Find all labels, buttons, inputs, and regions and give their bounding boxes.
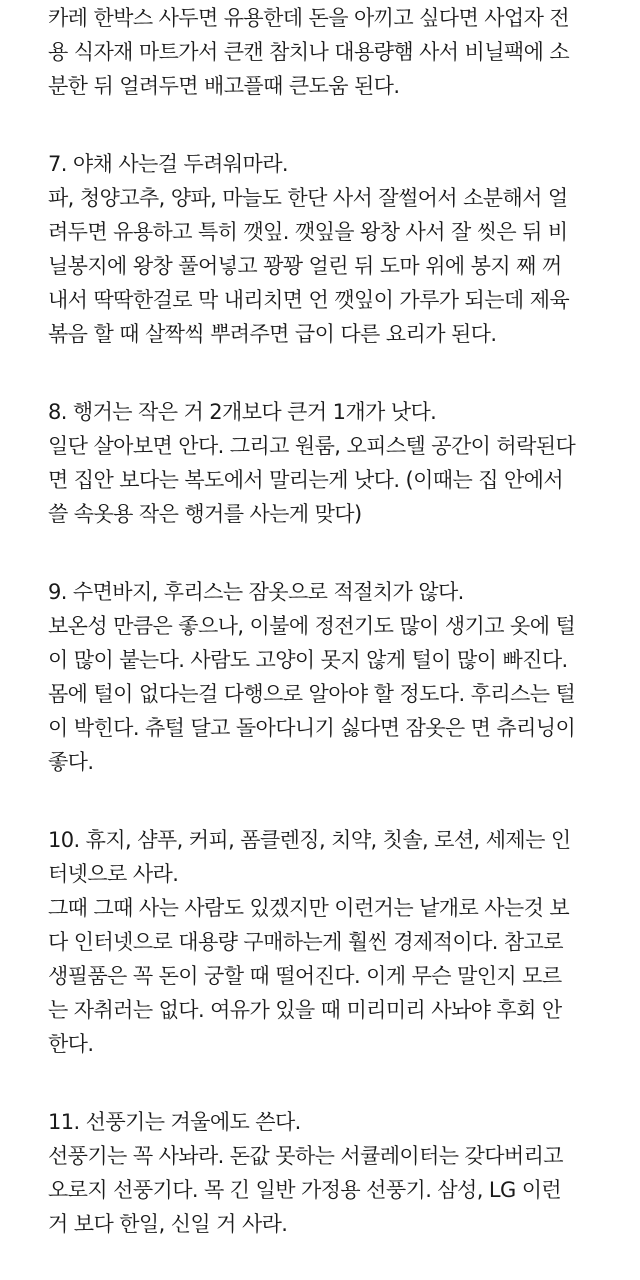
body-line: 선풍기는 꼭 사놔라. 돈값 못하는 서큘레이터는 갖다버리고 — [48, 1144, 563, 1168]
body-line: 좋다. — [48, 750, 94, 774]
tip-11 — [48, 1105, 616, 1241]
body-line: 파, 청양고추, 양파, 마늘도 한단 사서 잘썰어서 소분해서 얼 — [48, 186, 568, 210]
body-line: 카레 한박스 사두면 유용한데 돈을 아끼고 싶다면 사업자 전 — [48, 6, 570, 30]
paragraph-gap — [48, 1061, 616, 1105]
body-line: 터넷으로 사라. — [48, 862, 179, 886]
tip-title: 7. 야채 사는걸 두려워마라. — [48, 152, 288, 176]
body-line: 분한 뒤 얼려두면 배고플때 큰도움 된다. — [48, 74, 400, 98]
paragraph-gap — [48, 531, 616, 575]
tip-10 — [48, 823, 616, 1061]
tip-title: 8. 행거는 작은 거 2개보다 큰거 1개가 낫다. — [48, 400, 437, 424]
body-line: 용 식자재 마트가서 큰캔 참치나 대용량햄 사서 비닐팩에 소 — [48, 40, 570, 64]
body-line: 오로지 선풍기다. 목 긴 일반 가정용 선풍기. 삼성, LG 이런 — [48, 1178, 562, 1202]
body-line: 려두면 유용하고 특히 깻잎. 깻잎을 왕창 사서 잘 씻은 뒤 비 — [48, 220, 568, 244]
tip-title: 10. 휴지, 샴푸, 커피, 폼클렌징, 치약, 칫솔, 로션, 세제는 인 — [48, 828, 571, 852]
body-line: 이 많이 붙는다. 사람도 고양이 못지 않게 털이 많이 빠진다. — [48, 648, 568, 672]
post-body — [48, 0, 616, 1241]
paragraph-gap — [48, 351, 616, 395]
body-line: 그때 그때 사는 사람도 있겠지만 이런거는 낱개로 사는것 보 — [48, 896, 570, 920]
tip-6-continued — [48, 0, 616, 103]
body-line: 내서 딱딱한걸로 막 내리치면 언 깻잎이 가루가 되는데 제육 — [48, 288, 570, 312]
body-line: 이 박힌다. 츄털 달고 돌아다니기 싫다면 잠옷은 면 츄리닝이 — [48, 716, 576, 740]
body-line: 거 보다 한일, 신일 거 사라. — [48, 1212, 288, 1236]
paragraph-gap — [48, 779, 616, 823]
tip-title: 9. 수면바지, 후리스는 잠옷으로 적절치가 않다. — [48, 580, 464, 604]
paragraph-gap — [48, 103, 616, 147]
body-line: 일단 살아보면 안다. 그리고 원룸, 오피스텔 공간이 허락된다 — [48, 434, 576, 458]
body-line: 닐봉지에 왕창 풀어넣고 꽝꽝 얼린 뒤 도마 위에 봉지 째 꺼 — [48, 254, 562, 278]
body-line: 몸에 털이 없다는걸 다행으로 알아야 할 정도다. 후리스는 털 — [48, 682, 576, 706]
body-line: 볶음 할 때 살짝씩 뿌려주면 급이 다른 요리가 된다. — [48, 322, 497, 346]
body-line: 생필품은 꼭 돈이 궁할 때 떨어진다. 이게 무슨 말인지 모르 — [48, 964, 562, 988]
body-line: 한다. — [48, 1032, 94, 1056]
body-line: 쓸 속옷용 작은 행거를 사는게 맞다) — [48, 502, 362, 526]
body-line: 보온성 만큼은 좋으나, 이불에 정전기도 많이 생기고 옷에 털 — [48, 614, 576, 638]
body-line: 다 인터넷으로 대용량 구매하는게 훨씬 경제적이다. 참고로 — [48, 930, 563, 954]
tip-7 — [48, 147, 616, 351]
tip-9 — [48, 575, 616, 779]
tip-title: 11. 선풍기는 겨울에도 쓴다. — [48, 1110, 301, 1134]
body-line: 면 집안 보다는 복도에서 말리는게 낫다. (이때는 집 안에서 — [48, 468, 564, 492]
body-line: 는 자취러는 없다. 여유가 있을 때 미리미리 사놔야 후회 안 — [48, 998, 562, 1022]
tip-8 — [48, 395, 616, 531]
